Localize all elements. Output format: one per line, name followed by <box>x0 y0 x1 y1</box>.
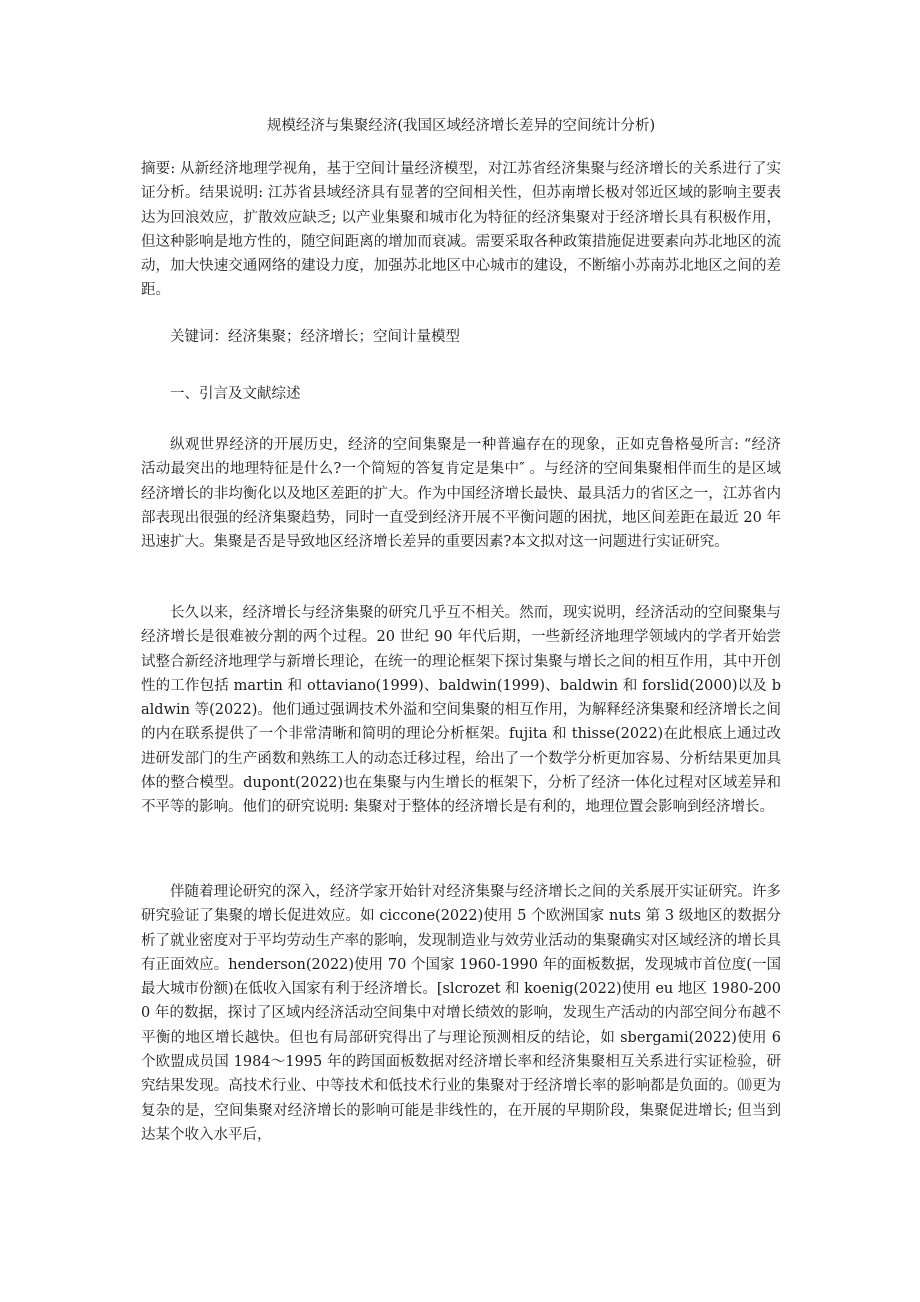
body-paragraph: 长久以来，经济增长与经济集聚的研究几乎互不相关。然而，现实说明，经济活动的空间聚集与经济增长是很难被分割的两个过程。20 世纪 90 年代后期，一些新经济地理学领域内的学者开始尝试整合新经济地理学与新增长理论，在统一的理论框架下探讨集聚与增长之间的相互作用，其中开创性的工作包括 martin 和 ottaviano(1999)、baldwin(1999)、baldwin 和 forslid(2000)以及 baldwin 等(2022)。他们通过强调技术外溢和空间集聚的相互作用，为解释经济集聚和经济增长之间的内在联系提供了一个非常清晰和简明的理论分析框架。fujita 和 thisse(2022)在此根底上通过改进研发部门的生产函数和熟练工人的动态迁移过程，给出了一个数学分析更加容易、分析结果更加具体的整合模型。dupont(2022)也在集聚与内生增长的框架下，分析了经济一体化过程对区域差异和不平等的影响。他们的研究说明: 集聚对于整体的经济增长是有利的，地理位置会影响到经济增长。 <box>141 605 781 816</box>
keywords-line: 关键词：经济集聚；经济增长；空间计量模型 <box>170 329 460 345</box>
section-heading: 一、引言及文献综述 <box>170 386 301 402</box>
document-title: 规模经济与集聚经济(我国区域经济增长差异的空间统计分析) <box>266 118 656 134</box>
body-paragraph: 伴随着理论研究的深入，经济学家开始针对经济集聚与经济增长之间的关系展开实证研究。许多研究验证了集聚的增长促进效应。如 ciccone(2022)使用 5 个欧洲国家 nuts 第 3 级地区的数据分析了就业密度对于平均劳动生产率的影响，发现制造业与效劳业活动的集聚确实对区域经济的增长具有正面效应。henderson(2022)使用 70 个国家 1960-1990 年的面板数据，发现城市首位度(一国最大城市份额)在低收入国家有利于经济增长。[slcrozet 和 koenig(2022)使用 eu 地区 1980-2000 年的数据，探讨了区域内经济活动空间集中对增长绩效的影响，发现生产活动的内部空间分布越不平衡的地区增长越快。但也有局部研究得出了与理论预测相反的结论，如 sbergami(2022)使用 6 个欧盟成员国 1984～1995 年的跨国面板数据对经济增长率和经济集聚相互关系进行实证检验，研究结果发现。高技术行业、中等技术和低技术行业的集聚对于经济增长率的影响都是负面的。⑽更为复杂的是，空间集聚对经济增长的影响可能是非线性的，在开展的早期阶段，集聚促进增长; 但当到达某个收入水平后， <box>141 884 781 1143</box>
abstract-paragraph: 摘要: 从新经济地理学视角，基于空间计量经济模型，对江苏省经济集聚与经济增长的关系进行了实证分析。结果说明: 江苏省县域经济具有显著的空间相关性，但苏南增长极对邻近区域的影响主要表达为回浪效应，扩散效应缺乏; 以产业集聚和城市化为特征的经济集聚对于经济增长具有积极作用，但这种影响是地方性的，随空间距离的增加而衰减。需要采取各种政策措施促进要素向苏北地区的流动，加大快速交通网络的建设力度，加强苏北地区中心城市的建设，不断缩小苏南苏北地区之间的差距。 <box>141 161 781 299</box>
body-paragraph: 纵观世界经济的开展历史，经济的空间集聚是一种普遍存在的现象，正如克鲁格曼所言: “经济活动最突出的地理特征是什么?一个简短的答复肯定是集中″ 。与经济的空间集聚相伴而生的是区域经济增长的非均衡化以及地区差距的扩大。作为中国经济增长最快、最具活力的省区之一，江苏省内部表现出很强的经济集聚趋势，同时一直受到经济开展不平衡问题的困扰，地区间差距在最近 20 年迅速扩大。集聚是否是导致地区经济增长差异的重要因素?本文拟对这一问题进行实证研究。 <box>141 437 781 551</box>
